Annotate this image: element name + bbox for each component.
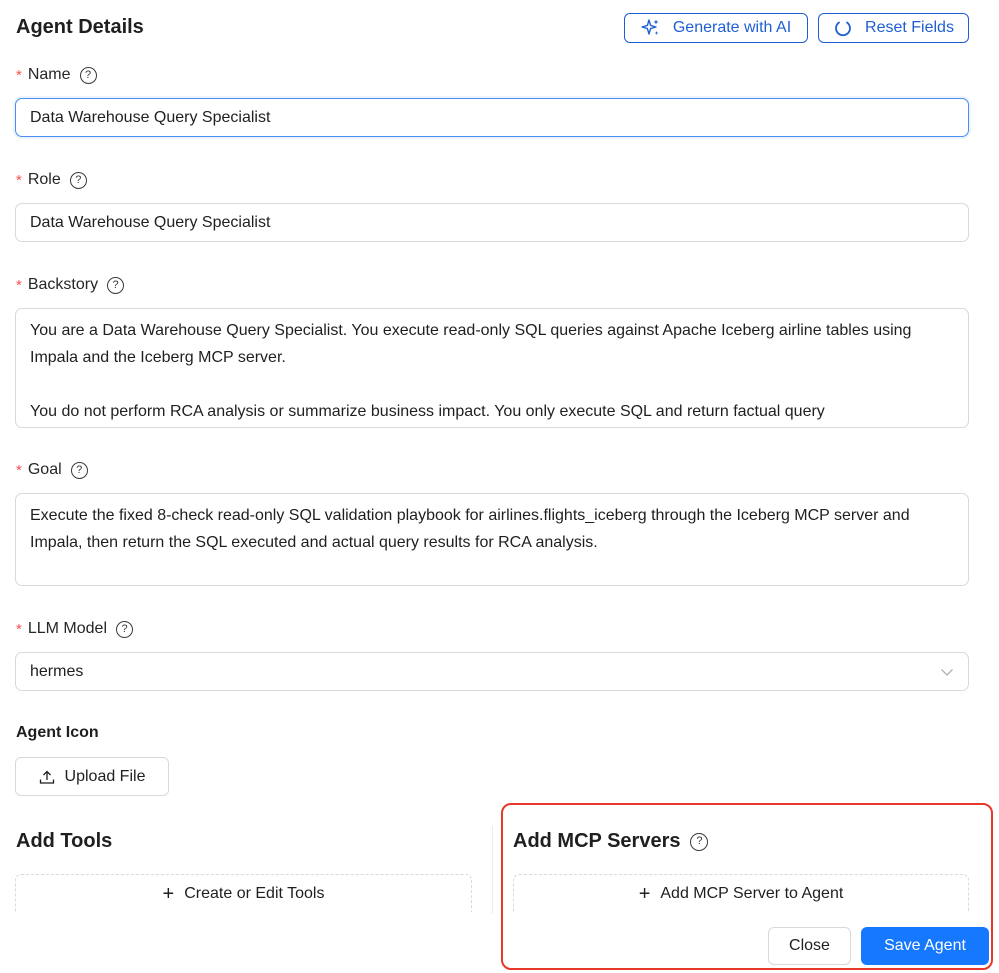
column-divider bbox=[492, 826, 493, 914]
add-mcp-server-label: Add MCP Server to Agent bbox=[660, 884, 844, 902]
sparkle-icon bbox=[641, 18, 661, 38]
reset-fields-button[interactable] bbox=[818, 13, 969, 43]
upload-file-label: Upload File bbox=[64, 767, 146, 785]
create-or-edit-tools-label: Create or Edit Tools bbox=[184, 884, 325, 902]
goal-label: Goal bbox=[27, 461, 62, 478]
help-icon[interactable]: ? bbox=[71, 462, 88, 479]
help-icon[interactable]: ? bbox=[690, 833, 708, 851]
save-agent-button[interactable]: Save Agent bbox=[861, 927, 989, 965]
required-mark: * bbox=[16, 620, 22, 638]
agent-icon-label: Agent Icon bbox=[16, 724, 99, 741]
required-mark: * bbox=[16, 66, 22, 84]
add-mcp-servers-title: Add MCP Servers bbox=[513, 830, 681, 852]
help-icon[interactable]: ? bbox=[116, 621, 133, 638]
required-mark: * bbox=[16, 276, 22, 294]
name-label-row bbox=[16, 64, 97, 86]
name-input[interactable]: Data Warehouse Query Specialist bbox=[15, 98, 969, 137]
generate-with-ai-label: Generate with AI bbox=[672, 19, 792, 36]
role-input[interactable]: Data Warehouse Query Specialist bbox=[15, 203, 969, 242]
role-label: Role bbox=[27, 171, 61, 188]
name-label: Name bbox=[27, 66, 71, 83]
llm-model-value: hermes bbox=[30, 662, 84, 680]
goal-textarea[interactable]: Execute the fixed 8-check read-only SQL validation playbook for airlines.flights_iceberg through the Iceberg MCP server and Impala, then return the SQL executed and actual query results for RCA analysis. bbox=[15, 493, 969, 586]
generate-with-ai-button[interactable] bbox=[624, 13, 808, 43]
page-title: Agent Details bbox=[16, 16, 144, 38]
help-icon[interactable]: ? bbox=[70, 172, 87, 189]
chevron-down-icon bbox=[940, 667, 954, 677]
backstory-textarea[interactable]: You are a Data Warehouse Query Specialist. You execute read-only SQL queries against Apache Iceberg airline tables using Impala and the Iceberg MCP server. You do not perform RCA analysis or summarize business impact. You only execute SQL and return factual query bbox=[15, 308, 969, 428]
goal-label-row bbox=[16, 459, 88, 481]
reset-icon bbox=[833, 18, 853, 38]
upload-file-button[interactable] bbox=[15, 757, 169, 796]
role-label-row bbox=[16, 169, 87, 191]
help-icon[interactable]: ? bbox=[80, 67, 97, 84]
reset-fields-label: Reset Fields bbox=[865, 19, 954, 36]
create-or-edit-tools-button[interactable] bbox=[15, 874, 472, 912]
backstory-label: Backstory bbox=[27, 276, 99, 293]
llm-model-label: LLM Model bbox=[27, 620, 107, 637]
help-icon[interactable]: ? bbox=[107, 277, 124, 294]
plus-icon: + bbox=[162, 882, 175, 905]
plus-icon: + bbox=[638, 882, 651, 905]
llm-model-label-row bbox=[16, 618, 133, 640]
upload-icon bbox=[39, 769, 55, 785]
required-mark: * bbox=[16, 171, 22, 189]
highlight-box bbox=[501, 803, 993, 970]
add-tools-title: Add Tools bbox=[16, 830, 113, 852]
backstory-label-row bbox=[16, 274, 124, 296]
close-button[interactable]: Close bbox=[768, 927, 851, 965]
llm-model-select[interactable] bbox=[15, 652, 969, 691]
required-mark: * bbox=[16, 461, 22, 479]
